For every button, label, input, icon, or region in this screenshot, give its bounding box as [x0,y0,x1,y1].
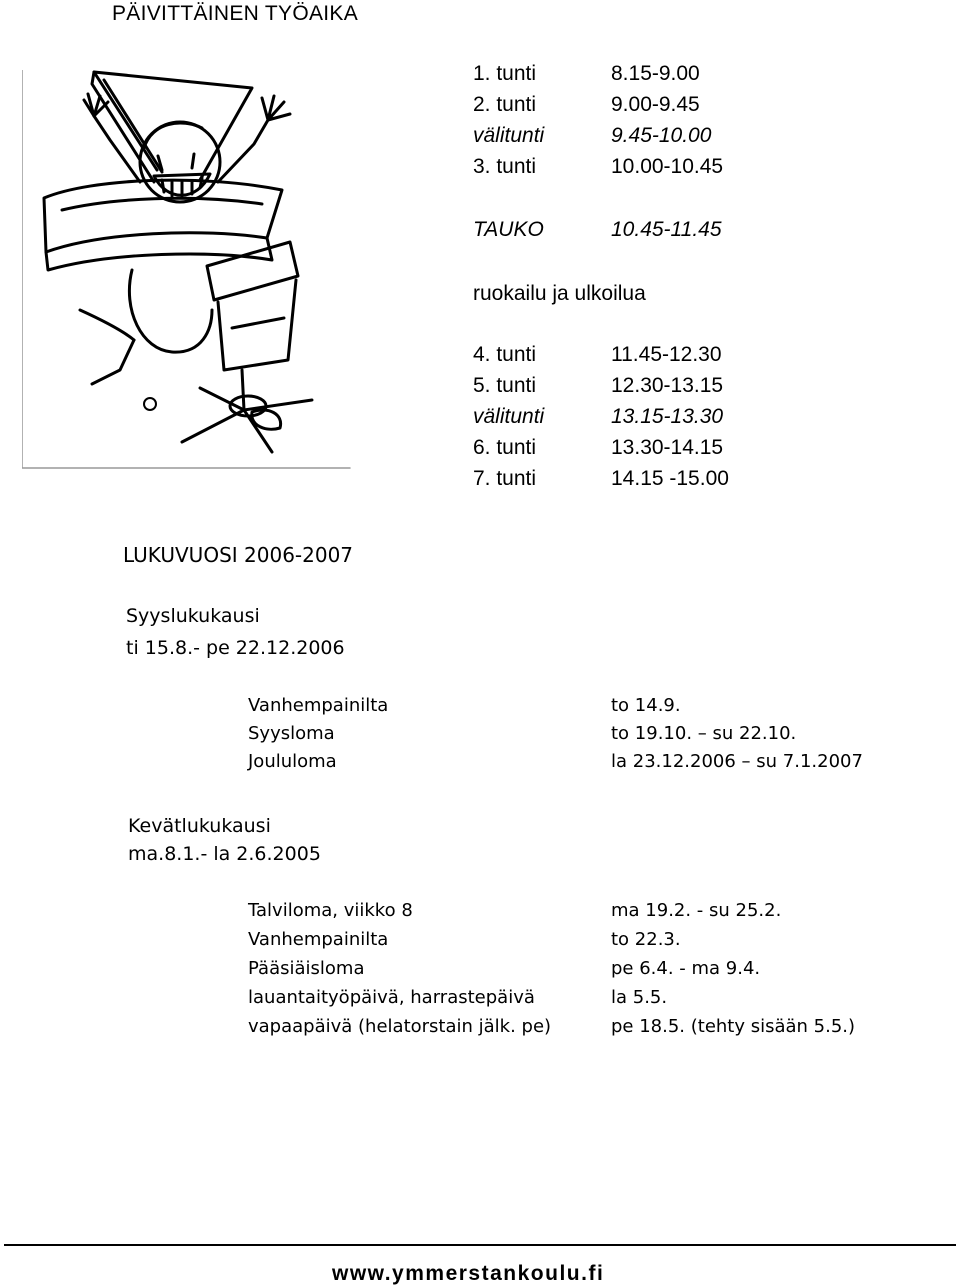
schedule-period-label: 4. tunti [473,343,537,366]
event-label: lauantaityöpäivä, harrastepäivä [248,987,535,1008]
event-label: Pääsiäisloma [248,958,365,979]
event-date: ma 19.2. - su 25.2. [611,900,782,921]
event-date: la 5.5. [611,987,668,1008]
break-note: ruokailu ja ulkoilua [473,282,646,305]
event-date: pe 6.4. - ma 9.4. [611,958,761,979]
event-date: to 19.10. – su 22.10. [611,723,797,744]
event-label: Vanhempainilta [248,695,389,716]
kid-in-desk-illustration [22,70,354,472]
schedule-period-label: 5. tunti [473,374,537,397]
event-label: Talviloma, viikko 8 [248,900,413,921]
schedule-period-time: 10.00-10.45 [611,155,724,178]
schedule-period-label: välitunti [473,405,545,428]
event-date: to 14.9. [611,695,681,716]
schedule-period-label: 1. tunti [473,62,537,85]
schedule-period-label: 3. tunti [473,155,537,178]
schedule-period-time: 11.45-12.30 [611,343,722,366]
event-label: Joululoma [248,751,337,772]
event-date: pe 18.5. (tehty sisään 5.5.) [611,1016,856,1037]
school-year-heading: LUKUVUOSI 2006-2007 [123,543,354,567]
autumn-term-title: Syyslukukausi [126,605,260,627]
break-label: TAUKO [473,218,544,241]
schedule-period-label: 2. tunti [473,93,537,116]
spring-term-dates: ma.8.1.- la 2.6.2005 [128,843,321,865]
schedule-period-time: 14.15 -15.00 [611,467,729,490]
schedule-period-label: välitunti [473,124,545,147]
schedule-period-label: 6. tunti [473,436,537,459]
page-title: PÄIVITTÄINEN TYÖAIKA [112,2,359,25]
footer-divider [4,1244,956,1246]
schedule-period-time: 12.30-13.15 [611,374,724,397]
autumn-term-dates: ti 15.8.- pe 22.12.2006 [126,637,345,659]
break-time: 10.45-11.45 [611,218,722,241]
schedule-period-time: 8.15-9.00 [611,62,700,85]
schedule-period-time: 9.00-9.45 [611,93,700,116]
event-date: la 23.12.2006 – su 7.1.2007 [611,751,863,772]
event-label: Syysloma [248,723,335,744]
spring-term-title: Kevätlukukausi [128,815,271,837]
event-label: Vanhempainilta [248,929,389,950]
schedule-period-label: 7. tunti [473,467,537,490]
schedule-period-time: 13.30-14.15 [611,436,724,459]
schedule-period-time: 13.15-13.30 [611,405,724,428]
event-date: to 22.3. [611,929,681,950]
footer-url: www.ymmerstankoulu.fi [332,1262,605,1285]
event-label: vapaapäivä (helatorstain jälk. pe) [248,1016,552,1037]
schedule-period-time: 9.45-10.00 [611,124,712,147]
